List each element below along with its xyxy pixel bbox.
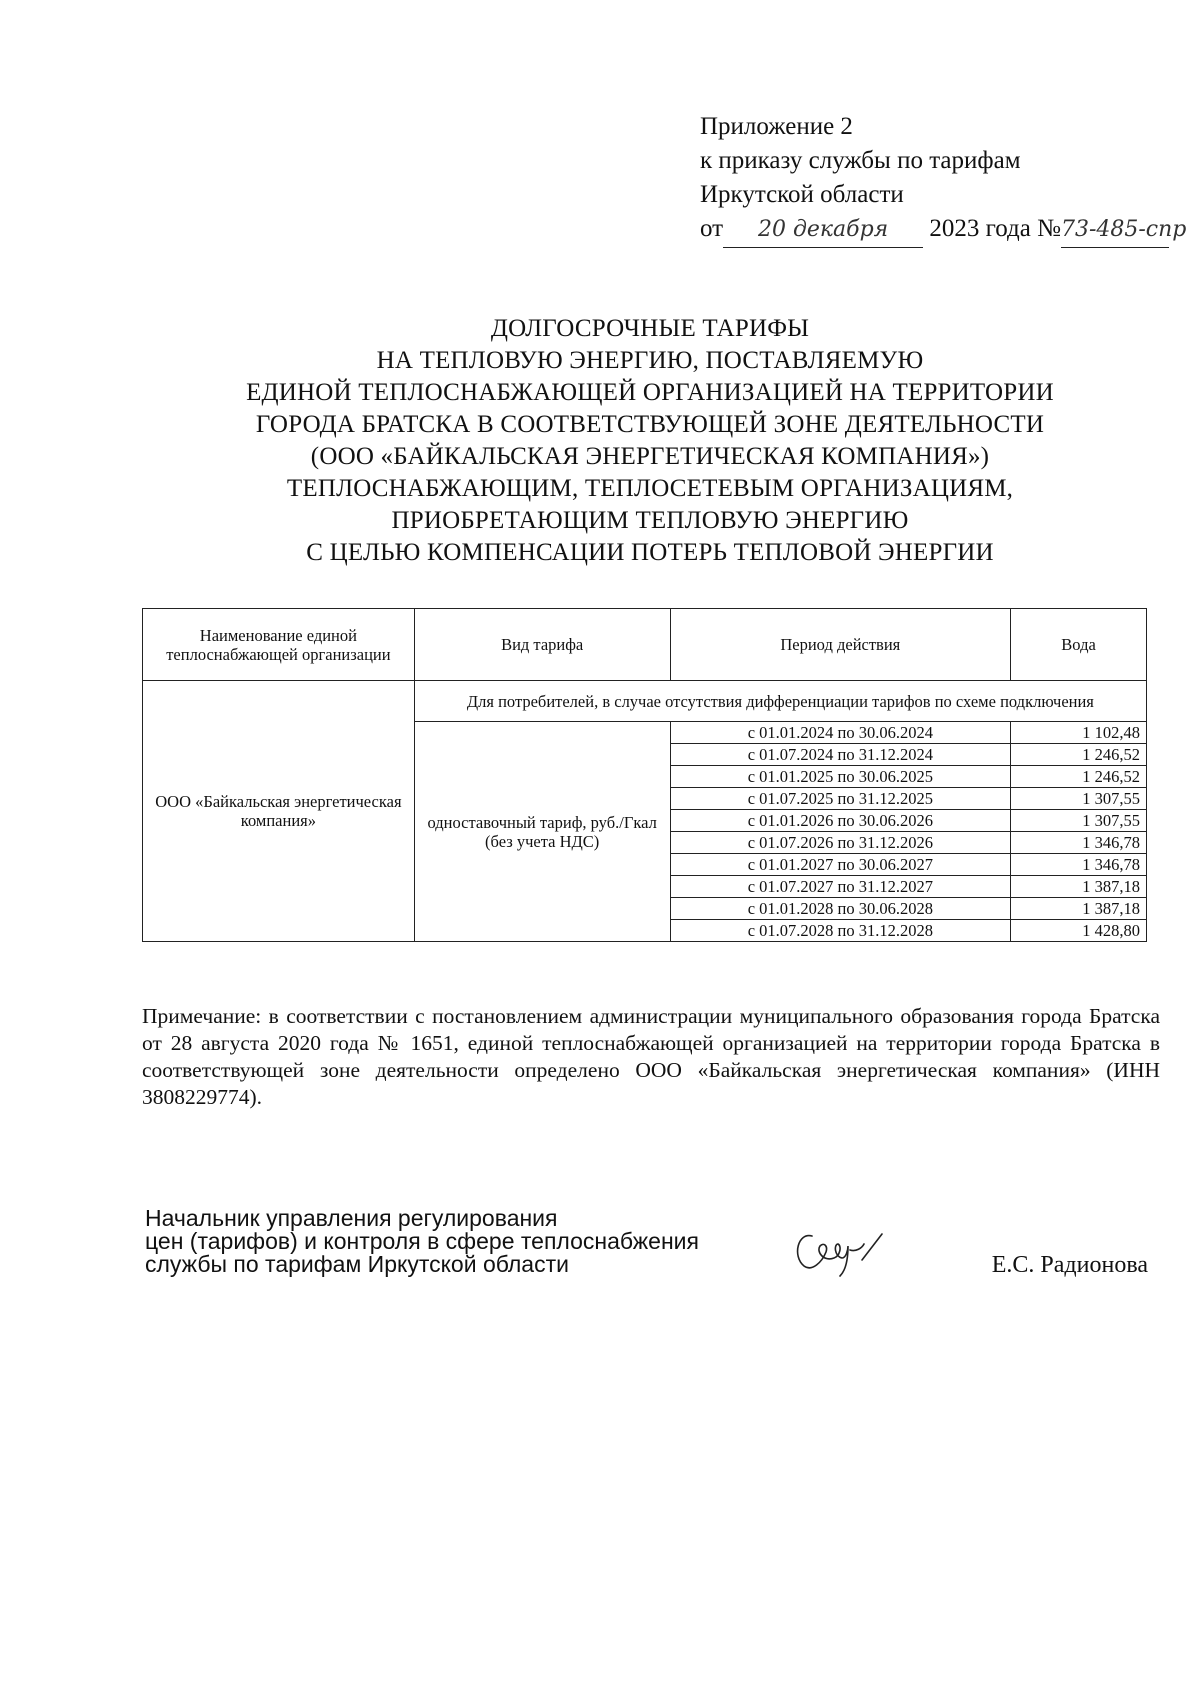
title-line: ГОРОДА БРАТСКА В СООТВЕТСТВУЮЩЕЙ ЗОНЕ ДЕЯТЕЛЬНОСТИ bbox=[255, 411, 1045, 438]
value-cell: 1 246,52 bbox=[1011, 744, 1147, 766]
value-cell: 1 346,78 bbox=[1011, 832, 1147, 854]
value-cell: 1 428,80 bbox=[1011, 920, 1147, 942]
value-cell: 1 307,55 bbox=[1011, 810, 1147, 832]
signatory-position bbox=[145, 1207, 699, 1276]
period-cell: с 01.07.2025 по 31.12.2025 bbox=[670, 788, 1011, 810]
table-row bbox=[143, 681, 1147, 722]
period-cell: с 01.07.2027 по 31.12.2027 bbox=[670, 876, 1011, 898]
value-cell: 1 346,78 bbox=[1011, 854, 1147, 876]
period-cell: с 01.01.2028 по 30.06.2028 bbox=[670, 898, 1011, 920]
tariff-table bbox=[142, 608, 1147, 942]
period-cell: с 01.01.2024 по 30.06.2024 bbox=[670, 722, 1011, 744]
annex-line-4 bbox=[700, 212, 1187, 248]
value-cell: 1 387,18 bbox=[1011, 876, 1147, 898]
title-line: ДОЛГОСРОЧНЫЕ ТАРИФЫ bbox=[490, 315, 810, 342]
handwritten-order-number: 73-485-спр bbox=[1061, 213, 1169, 248]
period-cell: с 01.07.2028 по 31.12.2028 bbox=[670, 920, 1011, 942]
period-cell: с 01.07.2026 по 31.12.2026 bbox=[670, 832, 1011, 854]
annex-line-2: к приказу службы по тарифам bbox=[700, 147, 1021, 174]
value-cell: 1 307,55 bbox=[1011, 788, 1147, 810]
title-line: С ЦЕЛЬЮ КОМПЕНСАЦИИ ПОТЕРЬ ТЕПЛОВОЙ ЭНЕРГИИ bbox=[306, 539, 994, 566]
title-line: НА ТЕПЛОВУЮ ЭНЕРГИЮ, ПОСТАВЛЯЕМУЮ bbox=[376, 347, 924, 374]
header-tariff-type: Вид тарифа bbox=[414, 609, 670, 681]
consumers-row-cell: Для потребителей, в случае отсутствия дифференциации тарифов по схеме подключения bbox=[414, 681, 1146, 722]
annex-prefix: от bbox=[700, 215, 724, 242]
title-line: ЕДИНОЙ ТЕПЛОСНАБЖАЮЩЕЙ ОРГАНИЗАЦИЕЙ НА ТЕРРИТОРИИ bbox=[246, 379, 1054, 406]
position-line: цен (тарифов) и контроля в сфере теплоснабжения bbox=[145, 1228, 699, 1254]
period-cell: с 01.07.2024 по 31.12.2024 bbox=[670, 744, 1011, 766]
value-cell: 1 246,52 bbox=[1011, 766, 1147, 788]
handwritten-signature bbox=[790, 1222, 886, 1282]
value-cell: 1 387,18 bbox=[1011, 898, 1147, 920]
header-water: Вода bbox=[1011, 609, 1147, 681]
position-line: Начальник управления регулирования bbox=[145, 1205, 558, 1231]
annex-line-1: Приложение 2 bbox=[700, 113, 853, 140]
position-line: службы по тарифам Иркутской области bbox=[145, 1251, 569, 1277]
document-title bbox=[200, 313, 1100, 569]
title-line: ПРИОБРЕТАЮЩИМ ТЕПЛОВУЮ ЭНЕРГИЮ bbox=[391, 507, 909, 534]
handwritten-date: 20 декабря bbox=[723, 213, 923, 248]
header-period: Период действия bbox=[670, 609, 1011, 681]
value-cell: 1 102,48 bbox=[1011, 722, 1147, 744]
title-line: (ООО «БАЙКАЛЬСКАЯ ЭНЕРГЕТИЧЕСКАЯ КОМПАНИЯ») bbox=[310, 443, 990, 470]
signer-name: Е.С. Радионова bbox=[991, 1252, 1148, 1278]
tariff-type-cell: одноставочный тариф, руб./Гкал (без учета НДС) bbox=[414, 722, 670, 942]
header-org: Наименование единой теплоснабжающей организации bbox=[143, 609, 415, 681]
period-cell: с 01.01.2025 по 30.06.2025 bbox=[670, 766, 1011, 788]
annex-year: 2023 года № bbox=[929, 215, 1061, 242]
title-line: ТЕПЛОСНАБЖАЮЩИМ, ТЕПЛОСЕТЕВЫМ ОРГАНИЗАЦИЯМ, bbox=[286, 475, 1014, 502]
period-cell: с 01.01.2026 по 30.06.2026 bbox=[670, 810, 1011, 832]
note-paragraph: Примечание: в соответствии с постановлением администрации муниципального образования города Братска от 28 августа 2020 года № 1651, единой теплоснабжающей организацией на территории города Братска в соответствующей зоне деятельности определено ООО «Байкальская энергетическая компания» (ИНН 3808229774). bbox=[142, 1004, 1160, 1109]
org-name-cell: ООО «Байкальская энергетическая компания» bbox=[143, 681, 415, 942]
annex-header bbox=[700, 110, 1187, 248]
table-header-row bbox=[143, 609, 1147, 681]
period-cell: с 01.01.2027 по 30.06.2027 bbox=[670, 854, 1011, 876]
annex-line-3: Иркутской области bbox=[700, 181, 904, 208]
